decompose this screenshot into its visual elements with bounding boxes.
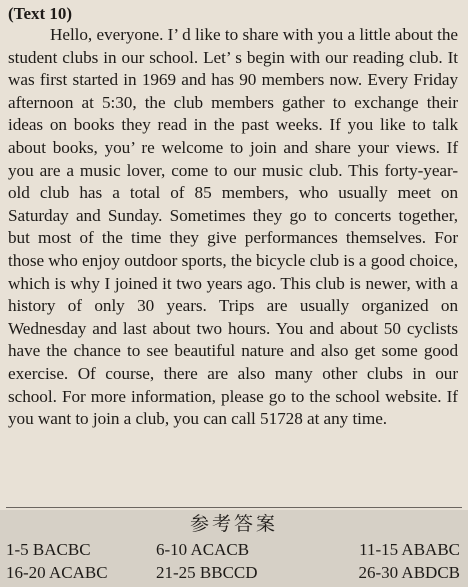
passage-text: Hello, everyone. I’ d like to share with you a little about the student clubs in our school. Let’ s begin with our reading club. It was first started in 1969 and has 90 members now. Every Friday afternoon at 5:30, the club members gather to exchange their ideas on books they read in the past weeks. If you like to talk about books, you’ re welcome to join and share your views. If you are a music lover, come to our music club. This forty-year-old club has a total of 85 members, who usually meet on Saturday and Sunday. Sometimes they go to concerts together, but most of the time they give performances themselves. For those who enjoy outdoor sports, the bicycle club is a good choice, which is why I joined it two years ago. This club is newer, with a history of only 30 years. Trips are usually organized on Wednesday and last about two hours. You and about 50 cyclists have the chance to see beautiful nature and also get some good exercise. Of course, there are also many other clubs in our school. For more information, please go to the school website. If you want to join a club, you can call 51728 at any time. — [8, 25, 458, 429]
answer-group: 26-30 ABDCB — [358, 563, 460, 582]
answer-group: 6-10 ACACB — [156, 540, 250, 559]
answer-key-title: 参考答案 — [189, 513, 278, 535]
answer-group: 21-25 BBCCD — [156, 563, 258, 582]
text-heading: (Text 10) — [8, 4, 73, 23]
answer-group: 1-5 BACBC — [6, 540, 91, 559]
answer-key-section — [0, 510, 468, 587]
answer-group: 16-20 ACABC — [6, 563, 108, 582]
answer-group: 11-15 ABABC — [359, 540, 460, 559]
answer-key-grid — [6, 538, 460, 584]
section-divider — [6, 507, 462, 508]
